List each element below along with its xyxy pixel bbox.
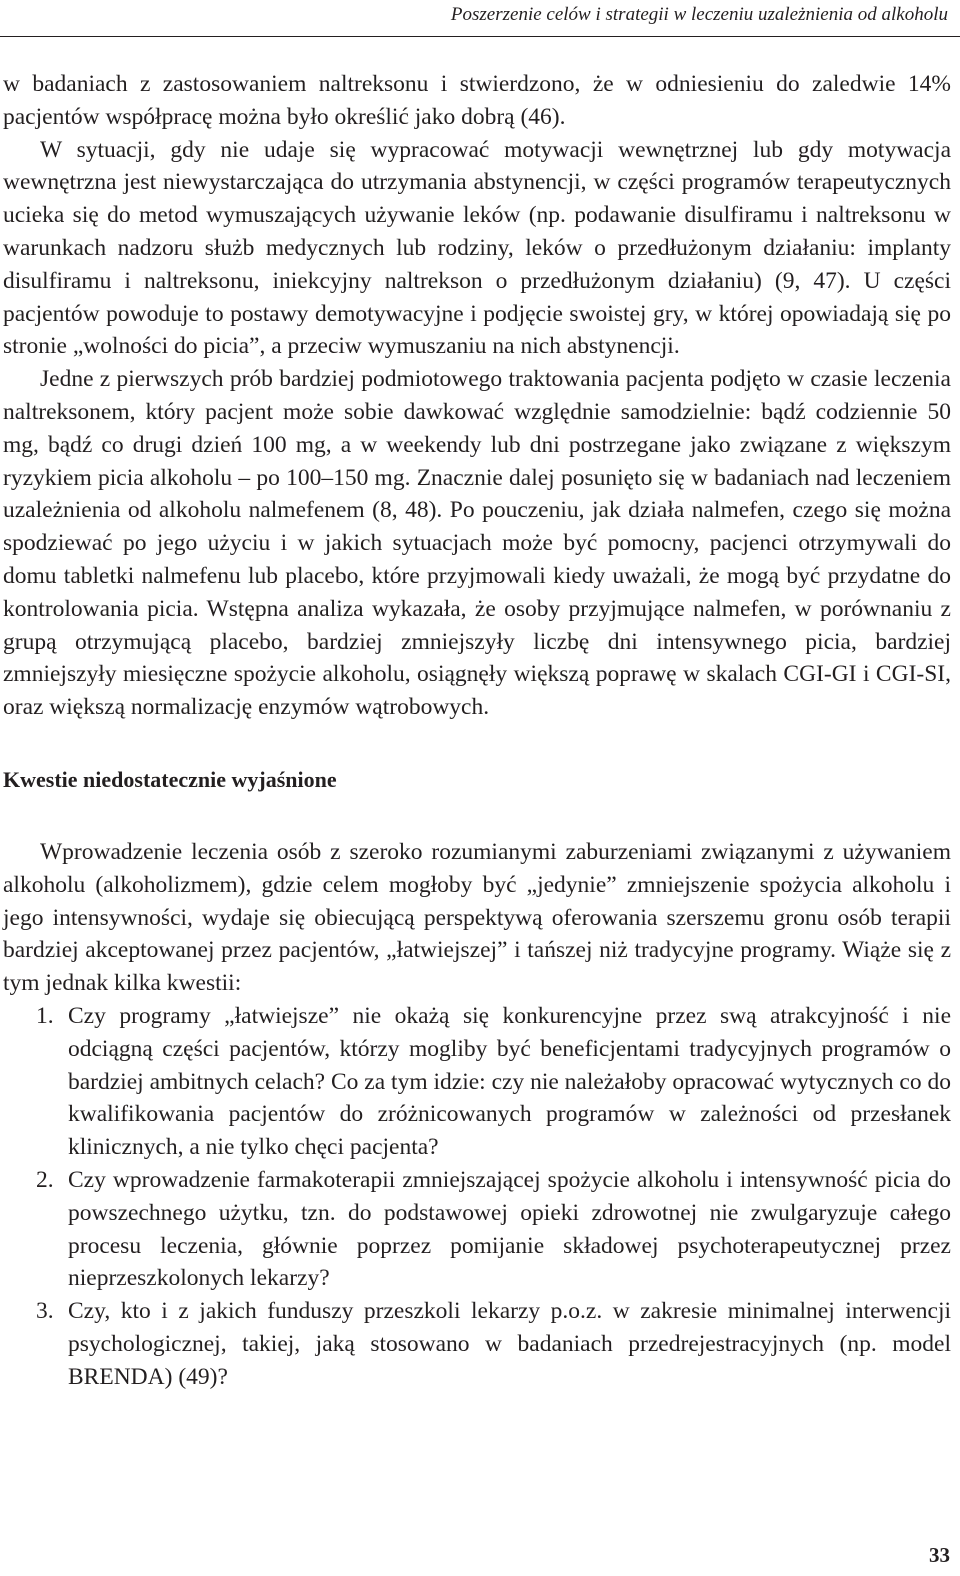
list-item-text: Czy programy „łatwiejsze” nie okażą się konkurencyjne przez swą atrakcyjność i nie odciągną części pacjentów, którzy mogliby być beneficjentami tradycyjnych programów o bardziej ambitnych celach? Co za tym idzie: czy nie należałoby opracować wytycznych co do kwalifikowania pacjentów do zróżnicowanych programów w zależności od przesłanek klinicznych, a nie tylko chęci pacjenta? xyxy=(68,1002,951,1161)
list-item-text: Czy wprowadzenie farmakoterapii zmniejszającej spożycie alkoholu i intensywność picia do powszechnego użytku, tzn. do podstawowej opieki zdrowotnej nie zwulgaryzuje całego procesu leczenia, głównie poprzez pomijanie składowej psychoterapeutycznej przez nieprzeszkolonych lekarzy? xyxy=(68,1166,951,1292)
body-paragraph-4: Wprowadzenie leczenia osób z szeroko rozumianymi zaburzeniami związanymi z używaniem alkoholu (alkoholizmem), gdzie celem mogłoby być „jedynie” zmniejszenie spożycia alkoholu i jego intensywności, wydaje się obiecującą perspektywą oferowania szerszemu gronu osób terapii bardziej akceptowanej przez pacjentów, „łatwiejszej” i tańszej niż tradycyjne programy. Wiąże się z tym jednak kilka kwestii: xyxy=(3,838,951,997)
body-paragraph-2: W sytuacji, gdy nie udaje się wypracować motywacji wewnętrznej lub gdy motywacja wewnętrzna jest niewystarczająca do utrzymania abstynencji, w części programów terapeutycznych ucieka się do metod wymuszających używanie leków (np. podawanie disulfiramu i naltreksonu w warunkach nadzoru służb medycznych lub rodziny, leków o przedłużonym działaniu: implanty disulfiramu i naltreksonu, iniekcyjny naltrekson o przedłużonym działaniu) (9, 47). U części pacjentów powoduje to postawy demotywacyjne i podjęcie swoistej gry, w której opowiadają się po stronie „wolności do picia”, a przeciw wymuszaniu na nich abstynencji. xyxy=(3,136,951,360)
running-header-title: Poszerzenie celów i strategii w leczeniu uzależnienia od alkoholu xyxy=(450,4,948,25)
list-item xyxy=(3,1000,951,1164)
list-item-number: 1. xyxy=(36,1002,54,1029)
section-heading: Kwestie niedostatecznie wyjaśnione xyxy=(3,766,337,792)
list-item xyxy=(3,1295,951,1393)
list-item xyxy=(3,1164,951,1295)
header-divider xyxy=(0,36,960,37)
list-item-number: 2. xyxy=(36,1166,54,1193)
list-item-text: Czy, kto i z jakich funduszy przeszkoli lekarzy p.o.z. w zakresie minimalnej interwencji psychologicznej, takiej, jaką stosowano w badaniach przedrejestracyjnych (np. model BRENDA) (49)? xyxy=(68,1298,951,1390)
body-paragraph-3: Jedne z pierwszych prób bardziej podmiotowego traktowania pacjenta podjęto w czasie leczenia naltreksonem, który pacjent może sobie dawkować względnie samodzielnie: bądź codziennie 50 mg, bądź co drugi dzień 100 mg, a w weekendy lub dni postrzegane jako związane z większym ryzykiem picia alkoholu – po 100–150 mg. Znacznie dalej posunięto się w badaniach nad leczeniem uzależnienia od alkoholu nalmefenem (8, 48). Po pouczeniu, jak działa nalmefen, czego się można spodziewać po jego użyciu i w jakich sytuacjach może być pomocny, pacjenci otrzymywali do domu tabletki nalmefenu lub placebo, które przyjmowali kiedy uważali, że mogą być przydatne do kontrolowania picia. Wstępna analiza wykazała, że osoby przyjmujące nalmefen, w porównaniu z grupą otrzymującą placebo, bardziej zmniejszyły liczbę dni intensywnego picia, bardziej zmniejszyły miesięczne spożycie alkoholu, osiągnęły większą poprawę w skalach CGI-GI i CGI-SI, oraz większą normalizację enzymów wątrobowych. xyxy=(3,366,951,721)
page-number: 33 xyxy=(929,1543,950,1567)
body-paragraph-1: w badaniach z zastosowaniem naltreksonu i stwierdzono, że w odniesieniu do zaledwie 14% pacjentów współpracę można było określić jako dobrą (46). xyxy=(3,71,951,130)
page-body xyxy=(3,68,951,1393)
question-list xyxy=(3,1000,951,1394)
list-item-number: 3. xyxy=(36,1298,54,1325)
